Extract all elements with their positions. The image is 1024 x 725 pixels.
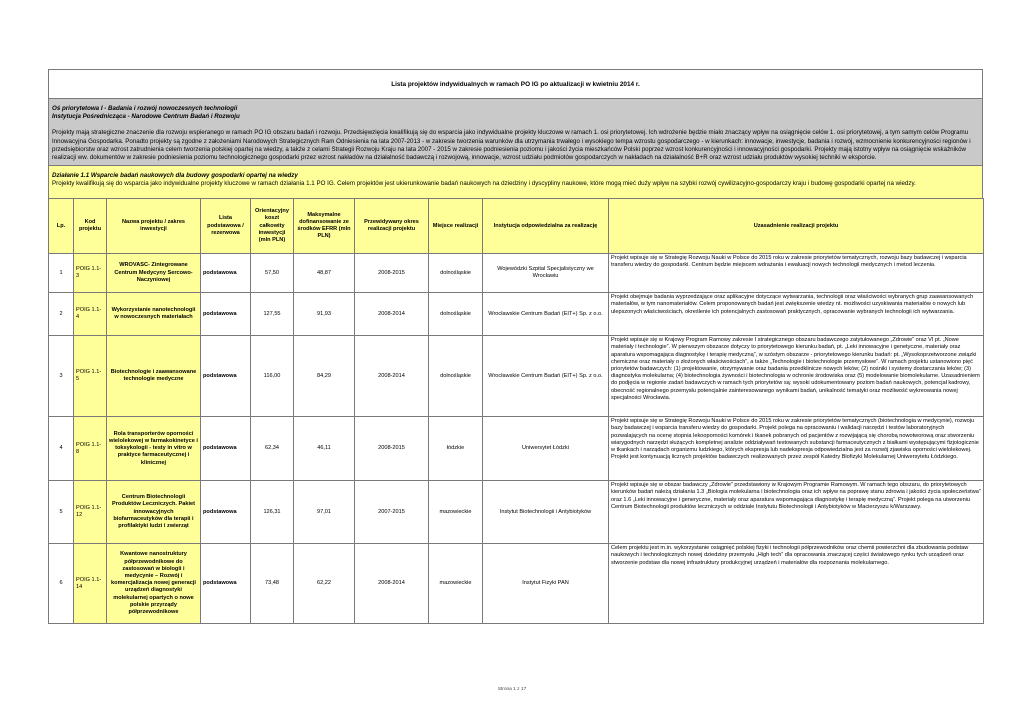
cell-okres: 2008-2015 — [355, 254, 429, 293]
table-row — [49, 544, 984, 624]
table-row — [49, 481, 984, 544]
action-section — [48, 165, 983, 198]
cell-lista: podstawowa — [201, 336, 251, 417]
cell-miejsce: mazowieckie — [429, 544, 483, 624]
cell-kod: POIG 1.1-5 — [74, 336, 107, 417]
cell-koszt: 127,55 — [251, 293, 294, 336]
intermediate-institution-heading: Instytucja Pośrednicząca - Narodowe Centrum Badań i Rozwoju — [52, 113, 240, 121]
cell-instytucja: Instytut Biotechnologii i Antybiotyków — [483, 481, 609, 544]
header-miejsce: Miejsce realizacji — [429, 199, 483, 254]
cell-kod: POIG 1.1-4 — [74, 293, 107, 336]
cell-nazwa: Biotechnologie i zaawansowane technologie medyczne — [107, 336, 201, 417]
cell-nazwa: Kwantowe nanostruktury półprzewodnikowe do zastosowań w biologii i medycynie – Rozwój i komercjalizacja nowej generacji urządzeń diagnostyki molekularnej opartych o nowe polskie przyrządy półprzewodnikowe — [107, 544, 201, 624]
table-header-row — [49, 199, 984, 254]
cell-instytucja: Wojewódzki Szpital Specjalistyczny we Wrocławiu — [483, 254, 609, 293]
cell-instytucja: Uniwersytet Łódzki — [483, 417, 609, 481]
cell-uzasadnienie: Projekt wpisuje się w obszar badawczy „Zdrowie” przedstawiony w Krajowym Programie Ramowym. W ramach tego obszaru, do priorytetowych kierunków badań należą działania 1.3 „Biologia molekularna i biotechnologia oraz ich wpływ na poprawę stanu zdrowia i jakości życia społeczeństwa” oraz 1.6 „Leki innowacyjne i generyczne, materiały oraz aparatura wspomagająca diagnostykę i terapię medyczną”. Projekt polega na utworzeniu Centrum Biotechnologii produktów leczniczych w oddziale Instytutu Biotechnologii i Antybiotyków w Macierzyszu k/Warszawy. — [609, 481, 984, 544]
cell-lp: 1 — [49, 254, 74, 293]
cell-koszt: 73,48 — [251, 544, 294, 624]
cell-miejsce: mazowieckie — [429, 481, 483, 544]
cell-instytucja: Instytut Fizyki PAN — [483, 544, 609, 624]
cell-lista: podstawowa — [201, 544, 251, 624]
priority-axis-heading: Oś priorytetowa I - Badania i rozwój nowoczesnych technologii — [52, 105, 238, 112]
table-row — [49, 254, 984, 293]
cell-koszt: 116,00 — [251, 336, 294, 417]
cell-koszt: 62,34 — [251, 417, 294, 481]
cell-lp: 2 — [49, 293, 74, 336]
cell-uzasadnienie: Celem projektu jest m.in. wykorzystanie osiągnięć polskiej fizyki i technologii półprzewodników oraz chemii powierzchni dla zbudowania podstaw naukowych i technologicznych nowej dziedziny przemysłu „High tech” dla opracowania znaczącej części światowego rynku tych urządzeń oraz stworzenie podstaw dla nowej infrastruktury produkcyjnej urządzeń i materiałów dla rozpoznania molekularnego. — [609, 544, 984, 624]
cell-lp: 5 — [49, 481, 74, 544]
cell-kod: POIG 1.1-3 — [74, 254, 107, 293]
cell-okres: 2008-2015 — [355, 417, 429, 481]
cell-lp: 3 — [49, 336, 74, 417]
cell-okres: 2008-2014 — [355, 544, 429, 624]
cell-instytucja: Wrocławskie Centrum Badań (EIT+) Sp. z o.o. — [483, 293, 609, 336]
cell-kod: POIG 1.1-8 — [74, 417, 107, 481]
cell-efrr: 84,29 — [294, 336, 355, 417]
projects-table — [48, 198, 984, 624]
table-row — [49, 417, 984, 481]
document-page — [48, 69, 983, 624]
cell-miejsce: dolnośląskie — [429, 336, 483, 417]
cell-koszt: 57,50 — [251, 254, 294, 293]
cell-lp: 6 — [49, 544, 74, 624]
cell-lp: 4 — [49, 417, 74, 481]
cell-lista: podstawowa — [201, 481, 251, 544]
cell-efrr: 91,93 — [294, 293, 355, 336]
cell-nazwa: WROVASC- Zintegrowane Centrum Medycyny Sercowo-Naczyniowej — [107, 254, 201, 293]
header-nazwa: Nazwa projektu / zakres inwestycji — [107, 199, 201, 254]
cell-instytucja: Wrocławskie Centrum Badań (EIT+) Sp. z o.o. — [483, 336, 609, 417]
header-koszt: Orientacyjny koszt całkowity inwestycji (mln PLN) — [251, 199, 294, 254]
priority-section — [48, 98, 983, 165]
priority-description: Projekty mają strategiczne znaczenie dla rozwoju wspieranego w ramach PO IG obszaru badań i rozwoju. Przedsięwzięcia kwalifikują się do wsparcia jako indywidualne projekty kluczowe w ramach 1. osi priorytetowej. Ich wdrożenie będzie miało znaczący wpływ na osiągnięcie celów 1. osi priorytetowej, a tym samym celów Programu Innowacyjna Gospodarka. Ponadto projekty są zgodne z założeniami Narodowych Strategicznych Ram Odniesienia na lata 2007-2013 - w zakresie tworzenia warunków dla utrzymania trwałego i wysokiego tempa wzrostu gospodarczego - w kierunkach: innowacje, inwestycje, badania i rozwój, wzmocnienie konkurencyjności regionów i przedsiębiorstw oraz wzrost zatrudnienia celem tworzenia polskiej opartej na wiedzy, a także z celami Strategii Rozwoju Kraju na lata 2007 - 2015 w zakresie podniesienia poziomu i jakości życia mieszkańców Polski poprzez wzrost konkurencyjności i innowacyjności gospodarki. Projekty mają istotny wpływ na osiągnięcie wskaźników realizacji ww. dokumentów w zakresie podniesienia poziomu technologicznego gospodarki przez wzrost nakładów na działalność badawczą i rozwojową, innowacje, wzrost udziału podmiotów gospodarczych w nakładach na działalność B+R oraz wzrost udziału produktów wysokiej techniki w eksporcie. — [52, 129, 971, 162]
header-kod: Kod projektu — [74, 199, 107, 254]
header-lista: Lista podstawowa / rezerwowa — [201, 199, 251, 254]
header-uzasadnienie: Uzasadnienie realizacji projektu — [609, 199, 984, 254]
header-lp: Lp. — [49, 199, 74, 254]
cell-lista: podstawowa — [201, 417, 251, 481]
cell-efrr: 62,22 — [294, 544, 355, 624]
action-description: Projekty kwalifikują się do wsparcia jako indywidualne projekty kluczowe w ramach działania 1.1 PO IG. Celem projektów jest ukierunkowanie badań naukowych na dziedziny i dyscypliny naukowe, które mogą mieć duży wpływ na szybki rozwój cywilizacyjno-gospodarczy kraju i budowę gospodarki opartej na wiedzy. — [52, 180, 916, 188]
cell-lista: podstawowa — [201, 293, 251, 336]
table-row — [49, 336, 984, 417]
cell-nazwa: Wykorzystanie nanotechnologii w nowoczesnych materiałach — [107, 293, 201, 336]
cell-miejsce: dolnośląskie — [429, 293, 483, 336]
cell-okres: 2008-2014 — [355, 336, 429, 417]
cell-uzasadnienie: Projekt wpisuje się w Krajowy Program Ramowy zakresie I strategicznego obszaru badawczego zatytułowanego „Zdrowie” oraz VI pt. „Nowe materiały i technologie”. W pierwszym obszarze dotyczy to priorytetowego kierunku badań, pt. „Leki innowacyjne i genetyczne, materiały oraz aparatura wspomagająca diagnostykę i terapię medyczną”, w szóstym obszarze - priorytetowego kierunku badań: pt. „Wysokoprzetworzone związki chemiczne oraz materiały o złożonych właściwościach”, a także „Technologie i biotechnologie przemysłowe”. W ramach projektu ustanowiono pięć priorytetów badawczych: (1) projektowanie, otrzymywanie oraz badania przedklinicze nowych leków; (2) nośniki i systemy dostarczania leków; (3) diagnostyka molekularna; (4) biotechnologia żywności i biotechnologia w ochronie środowiska oraz (5) modelowanie biomolekularne. Uzasadnieniem do podjęcia w regionie zadań badawczych w ramach tych priorytetów są: wysoki udokumentowany poziom badań naukowych, potencjał kadrowy, obecność regionalnego przemysłu potencjalnie zainteresowanego wynikami badań, unikalność tematyki oraz możliwość wykreowania nowej specjalności Wrocławia. — [609, 336, 984, 417]
document-title: Lista projektów indywidualnych w ramach PO IG po aktualizacji w kwietniu 2014 r. — [48, 69, 983, 98]
table-row — [49, 293, 984, 336]
header-okres: Przewidywany okres realizacji projektu — [355, 199, 429, 254]
cell-efrr: 97,01 — [294, 481, 355, 544]
cell-okres: 2007-2015 — [355, 481, 429, 544]
cell-miejsce: dolnośląskie — [429, 254, 483, 293]
cell-koszt: 126,31 — [251, 481, 294, 544]
cell-efrr: 48,87 — [294, 254, 355, 293]
cell-lista: podstawowa — [201, 254, 251, 293]
cell-nazwa: Centrum Biotechnologii Produktów Leczniczych. Pakiet innowacyjnych biofarmaceutyków dla terapii i profilaktyki ludzi i zwierząt — [107, 481, 201, 544]
cell-okres: 2008-2014 — [355, 293, 429, 336]
header-instytucja: Instytucja odpowiedzialna za realizację — [483, 199, 609, 254]
cell-kod: POIG 1.1-12 — [74, 481, 107, 544]
cell-nazwa: Rola transporterów oporności wielolekowej w farmakokinetyce i toksykologii - testy in vitro w praktyce farmaceutycznej i klinicznej — [107, 417, 201, 481]
action-heading: Działanie 1.1 Wsparcie badań naukowych dla budowy gospodarki opartej na wiedzy — [52, 172, 298, 180]
cell-miejsce: łódzkie — [429, 417, 483, 481]
cell-kod: POIG 1.1-14 — [74, 544, 107, 624]
cell-uzasadnienie: Projekt wpisuje się w Strategię Rozwoju Nauki w Polsce do 2015 roku w zakresie priorytetów tematycznych (biotechnologia w medycynie), rozwoju bazy badawczej i wsparcia transferu wiedzy do gospodarki. Projekt polega na opracowaniu i walidacji narzędzi i testów laboratoryjnych pozwalających na ocenę stopnia lekooporności komórek i tkanek pobranych od pacjentów z rozwijającą się chorobą nowotworową oraz stworzeniu wiarygodnych narzędzi służących kompletnej analizie oddziaływań testowanych substancji farmaceutycznych z białkami występującymi fizjologicznie w tkankach i narządach organizmu ludzkiego, których ekspresja lub nadekspresja odpowiedzialna jest za rozwój zjawiska oporności wielolekowej. Projekt jest kontynuacją licznych projektów badawczych realizowanych przez zespół Katedry Biofizyki Molekularnej Uniwersytetu Łódzkiego. — [609, 417, 984, 481]
cell-efrr: 46,11 — [294, 417, 355, 481]
cell-uzasadnienie: Projekt obejmuje badania wyprzedzające oraz aplikacyjne dotyczące wytwarzania, technologii oraz właściwości wybranych grup zaawansowanych materiałów, w tym nanomateriałów. Celem proponowanych badań jest zwiększenie wiedzy nt. możliwości uzyskiwania materiałów o nowych lub ulepszonych właściwościach, określenie ich potencjalnych zastosowań praktycznych, opracowanie wybranych technologii ich wytwarzania. — [609, 293, 984, 336]
header-efrr: Maksymalne dofinansowanie ze środków EFRR (mln PLN) — [294, 199, 355, 254]
cell-uzasadnienie: Projekt wpisuje się w Strategię Rozwoju Nauki w Polsce do 2015 roku w zakresie priorytetów tematycznych, rozwoju bazy badawczej i wsparcia transferu wiedzy do gospodarki. Centrum będzie miejscem wdrażania i ewaluacji nowych technologii medycznych i metod leczenia. — [609, 254, 984, 293]
page-number: Strona 1 z 17 — [497, 687, 527, 692]
